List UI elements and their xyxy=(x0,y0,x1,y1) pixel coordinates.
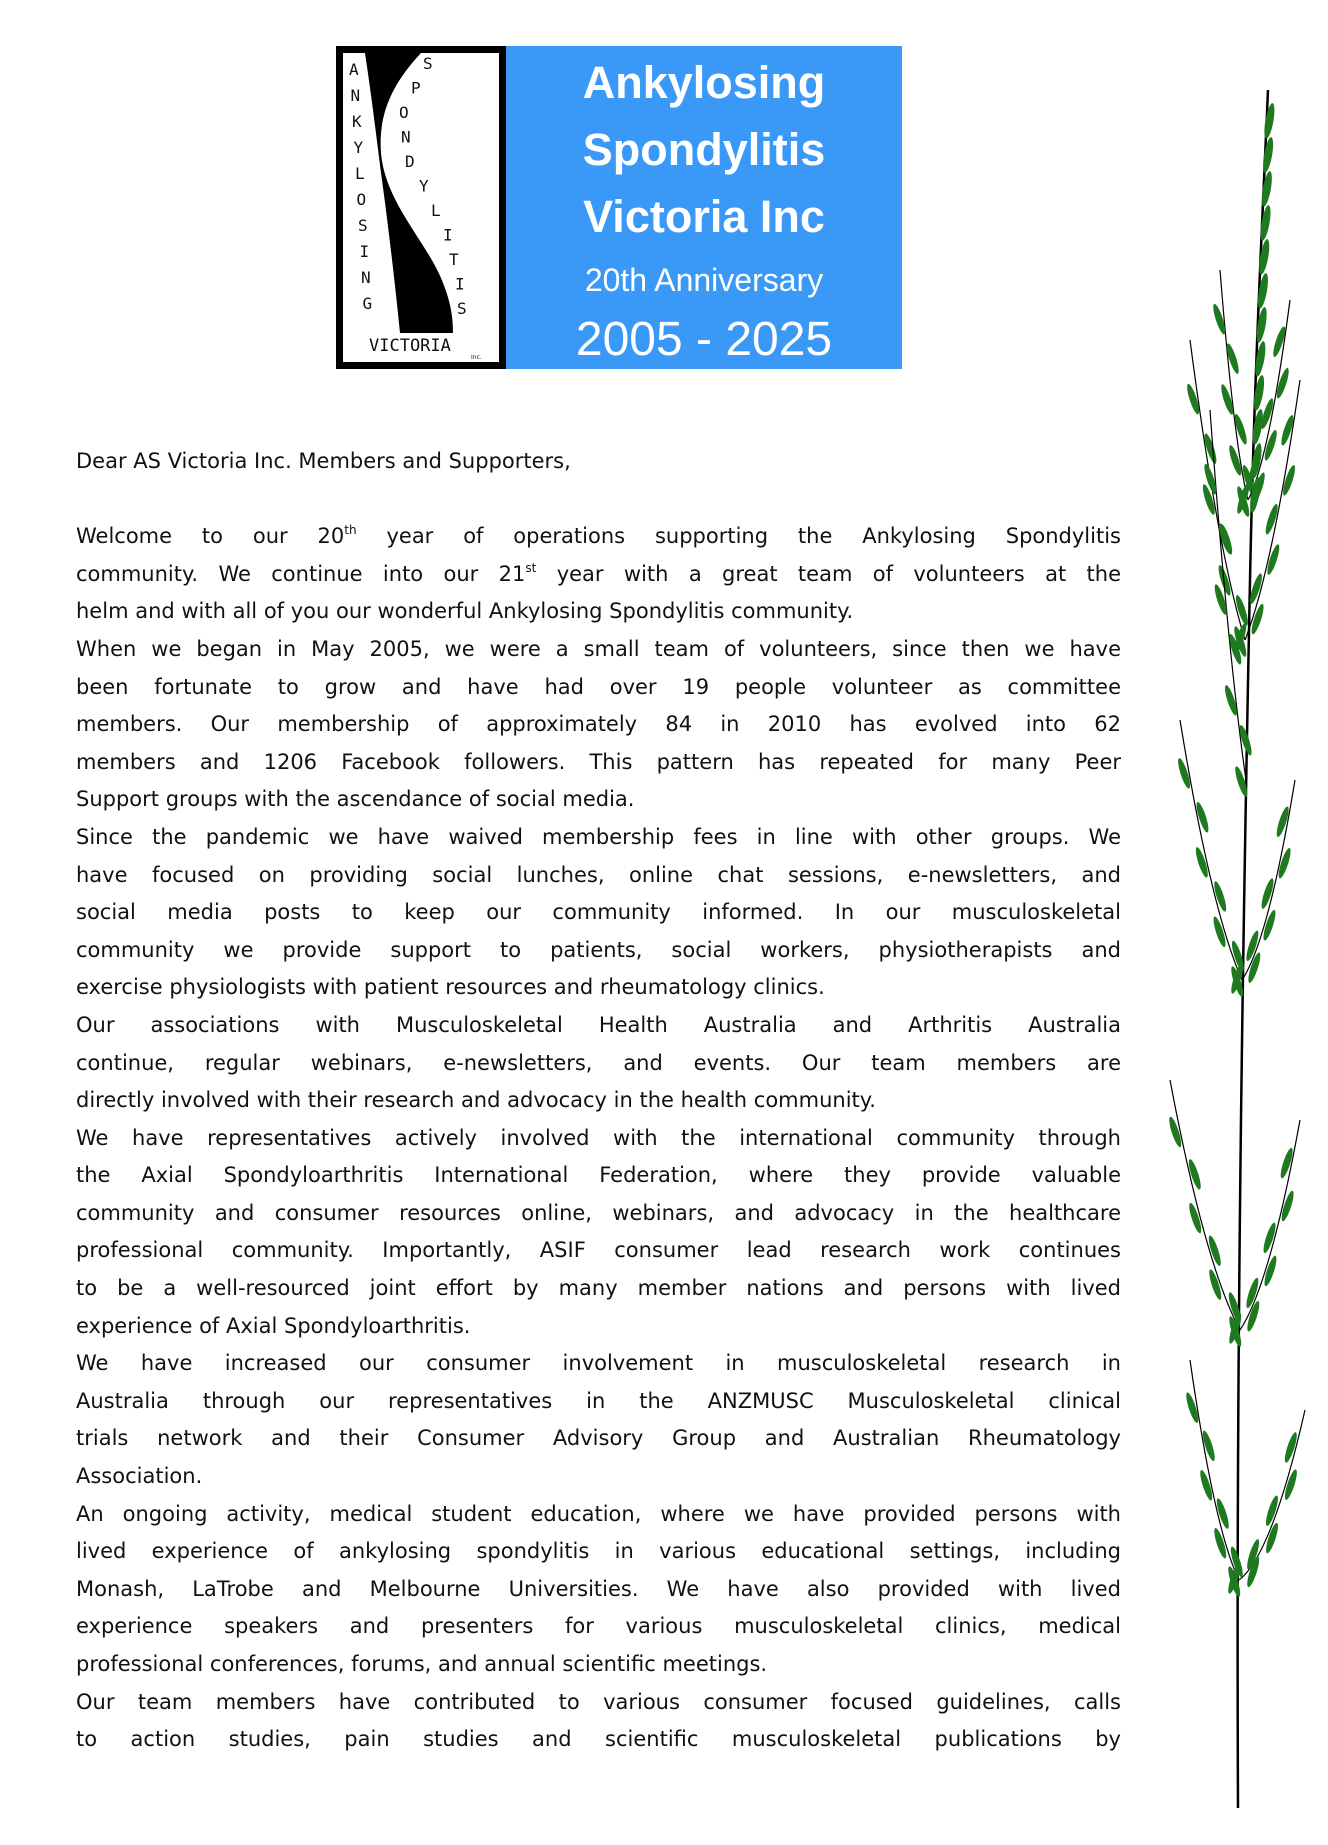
text-line xyxy=(76,1383,1121,1421)
line-text: community. We continue into our 21 xyxy=(76,561,526,586)
leaf xyxy=(1184,1391,1201,1424)
text-line xyxy=(76,1496,1121,1534)
leaf xyxy=(1212,880,1229,913)
text-line xyxy=(76,1608,1121,1646)
line-text: social media posts to keep our community informed. In our musculoskeletal xyxy=(76,900,1121,925)
text-line xyxy=(76,744,1121,782)
leaf xyxy=(1252,374,1266,411)
leaf xyxy=(1260,170,1274,207)
text-line xyxy=(76,932,1121,970)
logo-victoria-text: VICTORIA xyxy=(369,336,451,356)
line-text: professional conferences, forums, and annual scientific meetings. xyxy=(76,1652,768,1676)
text-line xyxy=(76,1684,1121,1722)
paragraph xyxy=(76,1007,1121,1120)
logo-letter: Y xyxy=(353,138,364,157)
logo-letter: O xyxy=(356,190,367,209)
logo-letter: S xyxy=(457,299,467,318)
text-line xyxy=(76,1045,1121,1083)
text-line xyxy=(76,969,1121,1007)
leaf xyxy=(1278,1147,1295,1180)
leaf xyxy=(1262,429,1279,462)
text-line xyxy=(76,1420,1121,1458)
spine-icon xyxy=(343,53,499,362)
line-text: been fortunate to grow and have had over 19 people volunteer as committee xyxy=(76,674,1121,699)
logo-letter: A xyxy=(349,60,359,79)
text-line xyxy=(76,1232,1121,1270)
leaf xyxy=(1223,684,1240,717)
text-line xyxy=(76,593,1121,631)
line-text: Our team members have contributed to various consumer focused guidelines, calls xyxy=(76,1689,1121,1714)
logo-letter: Y xyxy=(419,176,429,196)
leaf xyxy=(1217,522,1234,555)
line-text: Australia through our representatives in the ANZMUSC Musculoskeletal clinical xyxy=(76,1388,1121,1413)
line-text: helm and with all of you our wonderful Ankylosing Spondylitis community. xyxy=(76,599,854,624)
line-text: We have increased our consumer involvement in musculoskeletal research in xyxy=(76,1351,1121,1376)
line-text: continue, regular webinars, e-newsletters, and events. Our team members are xyxy=(76,1050,1121,1075)
text-line xyxy=(76,1721,1121,1759)
leaf xyxy=(1276,847,1293,880)
text-line xyxy=(76,1007,1121,1045)
leaf xyxy=(1202,432,1219,465)
line-text: year with a great team of volunteers at the xyxy=(536,561,1121,586)
leaf xyxy=(1187,1202,1204,1235)
leaf xyxy=(1257,238,1271,275)
grass-stalk-icon xyxy=(1150,80,1320,1810)
leaf xyxy=(1194,801,1211,834)
leaf xyxy=(1214,1497,1231,1530)
blank-line xyxy=(76,481,1121,519)
leaf xyxy=(1283,1431,1300,1464)
logo-letter: I xyxy=(455,274,465,294)
logo-letter: O xyxy=(399,103,409,122)
leaf xyxy=(1261,136,1275,173)
leaf xyxy=(1219,383,1236,416)
line-text: to be a well-resourced joint effort by many member nations and persons with lived xyxy=(76,1276,1121,1301)
leaf xyxy=(1194,846,1211,879)
logo-letter: S xyxy=(358,216,368,235)
leaf xyxy=(1167,1116,1184,1149)
line-text: experience of Axial Spondyloarthritis. xyxy=(76,1313,471,1338)
logo-letter: L xyxy=(431,201,441,220)
ordinal-suffix: st xyxy=(525,560,537,575)
text-line xyxy=(76,894,1121,932)
leaf xyxy=(1274,367,1291,400)
banner-years: 2005 - 2025 xyxy=(575,313,833,366)
paragraph xyxy=(76,518,1121,631)
text-line xyxy=(76,1646,1121,1684)
line-text: Welcome to our 20 xyxy=(76,524,345,549)
line-text: experience speakers and presenters for various musculoskeletal clinics, medical xyxy=(76,1614,1121,1639)
logo-letter: N xyxy=(350,86,361,105)
line-text: lived experience of ankylosing spondylitis in various educational settings, including xyxy=(76,1539,1121,1564)
leaf xyxy=(1224,342,1241,375)
text-line xyxy=(76,819,1121,857)
logo-letter: K xyxy=(352,112,362,131)
logo-letter: I xyxy=(359,242,370,261)
logo-letter: T xyxy=(449,250,459,269)
leaf xyxy=(1227,444,1244,477)
spine-logo-mark xyxy=(336,46,506,369)
leaf xyxy=(1186,1158,1203,1191)
leaf xyxy=(1198,1469,1215,1502)
logo-letter: G xyxy=(362,294,373,313)
line-text: professional community. Importantly, ASIF consumer lead research work continues xyxy=(76,1238,1121,1263)
banner-anniversary: 20th Anniversary xyxy=(584,262,824,298)
line-text: trials network and their Consumer Advisory Group and Australian Rheumatology xyxy=(76,1426,1121,1451)
leaf xyxy=(1200,1430,1217,1463)
text-line xyxy=(76,556,1121,594)
line-text: We have representatives actively involved with the international community through xyxy=(76,1125,1121,1150)
text-line xyxy=(76,631,1121,669)
leaf xyxy=(1279,414,1296,447)
text-line xyxy=(76,1120,1121,1158)
text-line xyxy=(76,706,1121,744)
line-text: members and 1206 Facebook followers. This pattern has repeated for many Peer xyxy=(76,749,1121,774)
text-line xyxy=(76,1345,1121,1383)
text-line xyxy=(76,781,1121,819)
leaf xyxy=(1271,325,1288,358)
text-line xyxy=(76,1533,1121,1571)
logo-letter: L xyxy=(355,164,365,183)
logo-letter: N xyxy=(361,268,371,287)
line-text: Monash, LaTrobe and Melbourne Universities. We have also provided with lived xyxy=(76,1576,1121,1601)
line-text: have focused on providing social lunches, online chat sessions, e-newsletters, and xyxy=(76,862,1121,887)
paragraph xyxy=(76,1120,1121,1346)
banner-line-2: Spondylitis xyxy=(582,124,826,175)
text-line xyxy=(76,857,1121,895)
leaf xyxy=(1232,413,1249,446)
line-text: When we began in May 2005, we were a small team of volunteers, since then we have xyxy=(76,636,1121,661)
line-text: to action studies, pain studies and scientific musculoskeletal publications by xyxy=(76,1727,1121,1752)
leaf xyxy=(1274,805,1291,838)
letter-body xyxy=(76,443,1121,1759)
logo-letter: D xyxy=(405,152,415,171)
logo-letter: N xyxy=(401,127,411,147)
leaf xyxy=(1211,303,1228,336)
line-text: exercise physiologists with patient resources and rheumatology clinics. xyxy=(76,975,825,1000)
banner-line-1: Ankylosing xyxy=(582,57,826,108)
logo-inc-text: Inc. xyxy=(471,354,482,361)
leaf xyxy=(1265,543,1282,576)
leaf xyxy=(1263,503,1280,536)
ordinal-suffix: th xyxy=(344,523,357,538)
salutation: Dear AS Victoria Inc. Members and Supporters, xyxy=(76,449,571,473)
leaf xyxy=(1185,383,1202,416)
text-line xyxy=(76,1308,1121,1346)
organisation-logo xyxy=(336,46,902,369)
text-line xyxy=(76,1082,1121,1120)
text-line xyxy=(76,669,1121,707)
paragraph xyxy=(76,631,1121,819)
text-line xyxy=(76,1571,1121,1609)
line-text: community and consumer resources online, webinars, and advocacy in the healthcare xyxy=(76,1200,1121,1225)
leaf xyxy=(1234,594,1251,627)
line-text: Our associations with Musculoskeletal Health Australia and Arthritis Australia xyxy=(76,1012,1121,1037)
leaf xyxy=(1279,1190,1296,1223)
paragraph xyxy=(76,819,1121,1007)
line-text: year of operations supporting the Ankylosing Spondylitis xyxy=(356,524,1121,549)
text-line xyxy=(76,518,1121,556)
leaf xyxy=(1261,1222,1278,1255)
paragraph xyxy=(76,1684,1121,1759)
logo-letter: S xyxy=(423,54,433,73)
leaf xyxy=(1256,272,1270,309)
logo-banner xyxy=(506,46,902,369)
banner-line-3: Victoria Inc xyxy=(583,191,825,242)
line-text: the Axial Spondyloarthritis International Federation, where they provide valuable xyxy=(76,1163,1121,1188)
line-text: An ongoing activity, medical student education, where we have provided persons with xyxy=(76,1501,1121,1526)
text-line xyxy=(76,1157,1121,1195)
logo-letter: I xyxy=(443,225,453,245)
text-line xyxy=(76,1458,1121,1496)
line-text: directly involved with their research and advocacy in the health community. xyxy=(76,1088,876,1113)
text-line xyxy=(76,1195,1121,1233)
line-text: members. Our membership of approximately 84 in 2010 has evolved into 62 xyxy=(76,712,1121,737)
line-text: community we provide support to patients, social workers, physiotherapists and xyxy=(76,937,1121,962)
leaf xyxy=(1281,464,1298,497)
text-line xyxy=(76,1270,1121,1308)
line-text: Since the pandemic we have waived membership fees in line with other groups. We xyxy=(76,824,1121,849)
line-text: Association. xyxy=(76,1464,203,1489)
logo-letter: P xyxy=(411,78,421,98)
leaf xyxy=(1258,204,1272,241)
leaf xyxy=(1176,757,1193,790)
leaf xyxy=(1262,102,1276,139)
leaf xyxy=(1259,877,1276,910)
paragraph xyxy=(76,1345,1121,1495)
line-text: Support groups with the ascendance of social media. xyxy=(76,787,635,812)
paragraph xyxy=(76,1496,1121,1684)
